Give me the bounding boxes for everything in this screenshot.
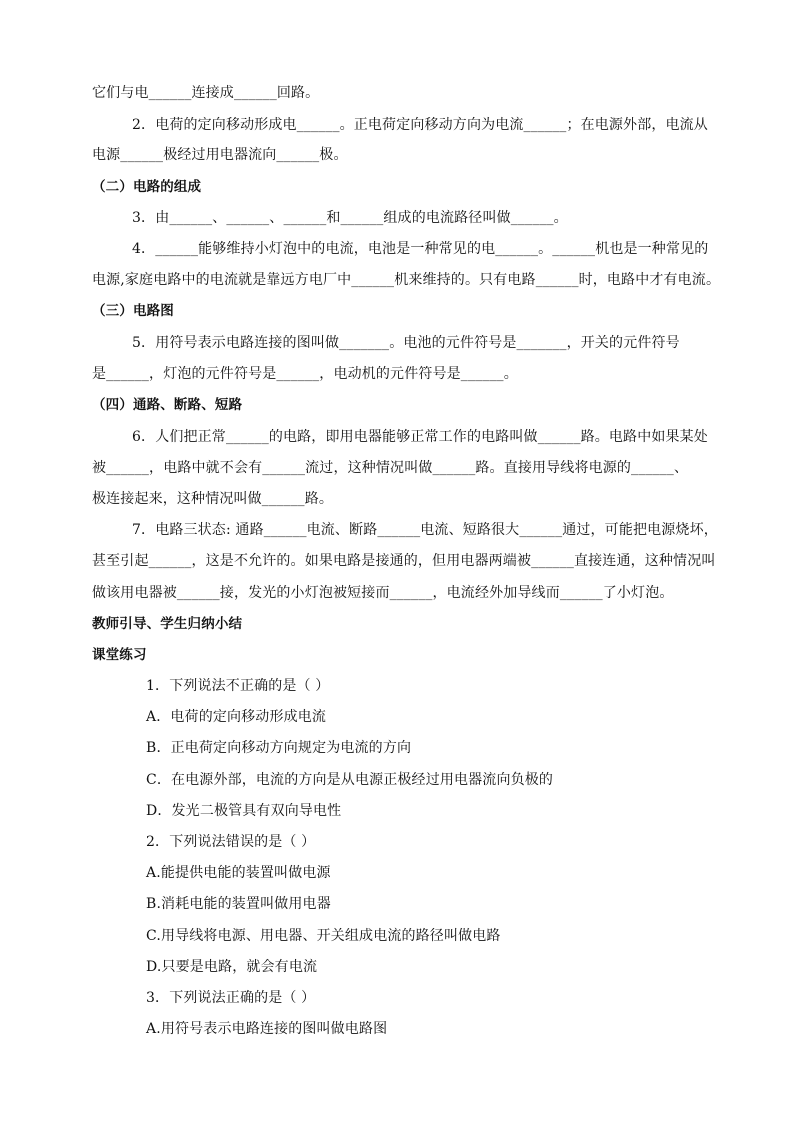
- question-6-line-3: 极连接起来，这种情况叫做______路。: [92, 491, 333, 507]
- exercise-1-stem: 1．下列说法不正确的是（ ）: [146, 678, 330, 694]
- exercise-1-option-a: A．电荷的定向移动形成电流: [146, 709, 327, 725]
- exercise-2-option-a: A.能提供电能的装置叫做电源: [146, 865, 331, 881]
- exercise-2-option-b: B.消耗电能的装置叫做用电器: [146, 896, 331, 912]
- summary-heading: 教师引导、学生归纳小结: [92, 616, 243, 632]
- question-7-line-2: 甚至引起______，这是不允许的。如果电路是接通的，但用电器两端被______直接连通，这种情况叫: [92, 553, 716, 569]
- exercise-3-option-a: A.用符号表示电路连接的图叫做电路图: [146, 1021, 388, 1037]
- section-heading-3: （三）电路图: [92, 303, 174, 319]
- question-7-line-3: 做该用电器被______接，发光的小灯泡被短接而______，电流经外加导线而______了小灯泡。: [92, 585, 674, 601]
- exercise-2-option-d: D.只要是电路，就会有电流: [146, 959, 318, 975]
- question-2-line-1: 2．电荷的定向移动形成电______。正电荷定向移动方向为电流______；在电源外部，电流从: [132, 117, 708, 133]
- question-6-line-1: 6．人们把正常______的电路，即用电器能够正常工作的电路叫做______路。电路中如果某处: [132, 429, 708, 445]
- section-heading-4: （四）通路、断路、短路: [92, 397, 243, 413]
- practice-heading: 课堂练习: [92, 647, 147, 663]
- section-heading-2: （二）电路的组成: [92, 179, 202, 195]
- question-7-line-1: 7．电路三状态: 通路______电流、断路______电流、短路很大______通过，可能把电源烧坏，: [132, 522, 718, 538]
- question-4-line-1: 4．______能够维持小灯泡中的电流，电池是一种常见的电______。______机也是一种常见的: [132, 241, 709, 257]
- exercise-3-stem: 3．下列说法正确的是（ ）: [146, 990, 316, 1006]
- question-6-line-2: 被______，电路中就不会有______流过，这种情况叫做______路。直接用导线将电源的______、: [92, 460, 689, 476]
- exercise-2-stem: 2．下列说法错误的是（ ）: [146, 834, 316, 850]
- question-3: 3．由______、______、______和______组成的电流路径叫做______。: [132, 210, 568, 226]
- question-5-line-1: 5．用符号表示电路连接的图叫做_______。电池的元件符号是_______，开关的元件符号: [132, 335, 680, 351]
- exercise-1-option-b: B．正电荷定向移动方向规定为电流的方向: [146, 740, 412, 756]
- question-5-line-2: 是______，灯泡的元件符号是______，电动机的元件符号是______。: [92, 366, 518, 382]
- exercise-1-option-d: D．发光二极管具有双向导电性: [146, 803, 342, 819]
- question-2-line-2: 电源______极经过用电器流向______极。: [92, 147, 348, 163]
- exercise-2-option-c: C.用导线将电源、用电器、开关组成电流的路径叫做电路: [146, 928, 501, 944]
- exercise-1-option-c: C．在电源外部，电流的方向是从电源正极经过用电器流向负极的: [146, 772, 554, 788]
- question-4-line-2: 电源,家庭电路中的电流就是靠远方电厂中______机来维持的。只有电路______时，电路中才有电流。: [92, 272, 721, 288]
- text-line: 它们与电______连接成______回路。: [92, 85, 320, 101]
